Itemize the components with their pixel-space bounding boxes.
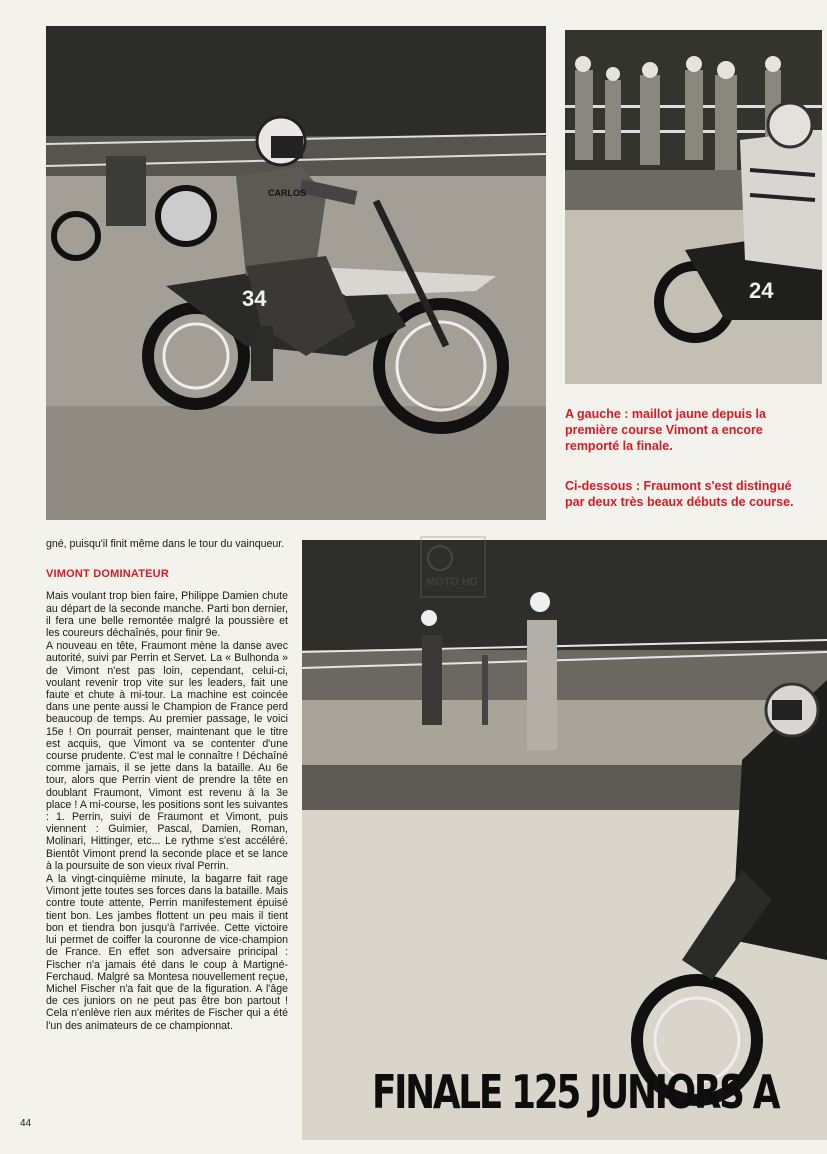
caption-left-photo: A gauche : maillot jaune depuis la première course Vimont a encore remporté la finale. [565,407,766,453]
section-heading: VIMONT DOMINATEUR [46,568,169,581]
bike-number-34: 34 [242,286,267,311]
headline: FINALE 125 JUNIORS A [372,1065,779,1119]
watermark-text: MOTO HD [426,576,478,588]
watermark-logo [420,536,486,598]
article-paragraph-1: Mais voulant trop bien faire, Philippe Damien chute au départ de la seconde manche. Parti bon dernier, il fera une belle remontée malgré la poussière et les coureurs déchaînés, pour finir 9e. [46,590,288,640]
bike-number-24: 24 [749,278,774,303]
article-paragraph-2: A nouveau en tête, Fraumont mène la danse avec autorité, suivi par Perrin et Servet. La « Bulhonda » de Vimont n'est pas loin, cependant, celui-ci, voulant revenir trop vite sur les leaders, fait une faute et chute à mi-tour. La machine est coincée dans une pente aussi le Champion de France perd beaucoup de temps. Au premier passage, le voici 15e ! On pourrait penser, maintenant que le titre est acquis, que Vimont va se contenter d'une course prudente. C'est mal le connaître ! Déchaîné comme jamais, il se jette dans la bataille. Au 6e tour, alors que Perrin vient de prendre la tête en doublant Fraumont, Vimont est revenu à la 3e place ! A mi-course, les positions sont les suivantes : 1. Perrin, suivi de Fraumont et Vimont, puis viennent : Guimier, Pascal, Damien, Roman, Molinari, Hittinger, etc... Le rythme s'est accéléré. Bientôt Vimont prend la seconde place et se lance à la poursuite de son vieux rival Perrin. [46,640,288,872]
photo-track-spectators [302,540,827,1140]
caption-below-photo: Ci-dessous : Fraumont s'est distingué par deux très beaux débuts de course. [565,479,794,509]
photo-rider-vimont [46,26,546,520]
article-column [46,538,288,1033]
article-paragraph-3: A la vingt-cinquième minute, la bagarre fait rage Vimont jette toutes ses forces dans la bataille. Mais contre toute attente, Perrin manifestement épuisé tient bon. Les jambes flottent un peu mais il tient bon et tiendra bon jusqu'à l'arrivée. Cette victoire lui permet de coiffer la couronne de vice-champion de France. En effet son adversaire principal : Fischer n'a jamais été dans le coup à Martigné-Ferchaud. Malgré sa Montesa nouvellement reçue, Michel Fischer n'a fait que de la figuration. A l'âge de ces juniors on ne peut pas être bon partout ! Cela n'enlève rien aux mérites de Fischer qui a été l'un des animateurs de ce championnat. [46,873,288,1032]
jersey-text: CARLOS [268,188,306,198]
page-number: 44 [20,1118,32,1129]
photo-rider-fraumont [565,30,822,384]
article-lead: gné, puisqu'il finit même dans le tour du vainqueur. [46,538,285,550]
